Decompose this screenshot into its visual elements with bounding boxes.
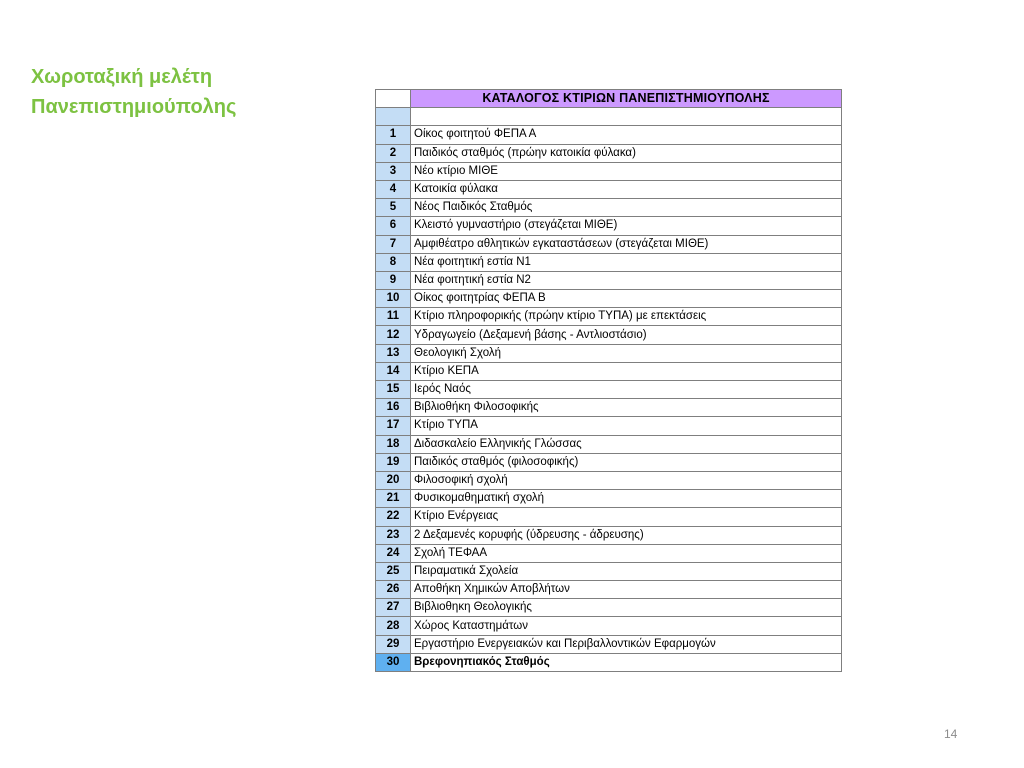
building-name: Κτίριο πληροφορικής (πρώην κτίριο ΤΥΠΑ) με επεκτάσεις: [411, 308, 842, 326]
building-number: 26: [376, 581, 411, 599]
building-name: Νέα φοιτητική εστία Ν2: [411, 271, 842, 289]
header-number-cell: [376, 90, 411, 108]
building-number: 29: [376, 635, 411, 653]
building-number: 21: [376, 490, 411, 508]
building-number: 14: [376, 362, 411, 380]
table-row: [376, 362, 842, 380]
building-catalog-table: [375, 89, 842, 672]
building-number: 12: [376, 326, 411, 344]
building-number: 8: [376, 253, 411, 271]
table-row: [376, 290, 842, 308]
building-name: Οίκος φοιτητού ΦΕΠΑ Α: [411, 126, 842, 144]
building-number: 15: [376, 381, 411, 399]
building-name: Υδραγωγείο (Δεξαμενή βάσης - Αντλιοστάσιο): [411, 326, 842, 344]
building-name: Κτίριο ΤΥΠΑ: [411, 417, 842, 435]
table-row: [376, 344, 842, 362]
building-number: 16: [376, 399, 411, 417]
table-row: [376, 435, 842, 453]
building-number: 10: [376, 290, 411, 308]
slide-title: [31, 62, 236, 122]
building-number: 3: [376, 162, 411, 180]
table-row: [376, 126, 842, 144]
table-row: [376, 235, 842, 253]
slide-title-line-2: Πανεπιστημιούπολης: [31, 96, 237, 118]
building-name: Χώρος Καταστημάτων: [411, 617, 842, 635]
building-name: Βιβλιοθηκη Θεολογικής: [411, 599, 842, 617]
building-number: 23: [376, 526, 411, 544]
building-name: Βρεφονηπιακός Σταθμός: [411, 653, 842, 671]
building-name: Οίκος φοιτητρίας ΦΕΠΑ Β: [411, 290, 842, 308]
building-number: 6: [376, 217, 411, 235]
building-name: Ιερός Ναός: [411, 381, 842, 399]
building-number: 24: [376, 544, 411, 562]
building-name: Νέος Παιδικός Σταθμός: [411, 199, 842, 217]
table-row: [376, 490, 842, 508]
building-number: 25: [376, 562, 411, 580]
building-name: Βιβλιοθήκη Φιλοσοφικής: [411, 399, 842, 417]
building-name: Σχολή ΤΕΦΑΑ: [411, 544, 842, 562]
building-number: 9: [376, 271, 411, 289]
building-name: Κλειστό γυμναστήριο (στεγάζεται ΜΙΘΕ): [411, 217, 842, 235]
building-name: Κτίριο Ενέργειας: [411, 508, 842, 526]
table-row: [376, 562, 842, 580]
blank-name-cell: [411, 108, 842, 126]
slide-title-line-1: Χωροταξική μελέτη: [31, 66, 213, 88]
building-number: 2: [376, 144, 411, 162]
table-row: [376, 599, 842, 617]
building-number: 28: [376, 617, 411, 635]
table-row: [376, 635, 842, 653]
building-number: 20: [376, 471, 411, 489]
table-row: [376, 253, 842, 271]
table-row: [376, 162, 842, 180]
building-name: Νέα φοιτητική εστία Ν1: [411, 253, 842, 271]
table-row: [376, 581, 842, 599]
table-row: [376, 399, 842, 417]
table-row: [376, 271, 842, 289]
building-number: 18: [376, 435, 411, 453]
building-name: Παιδικός σταθμός (φιλοσοφικής): [411, 453, 842, 471]
table-row: [376, 471, 842, 489]
page-number: 14: [944, 727, 958, 741]
building-number: 27: [376, 599, 411, 617]
building-name: Πειραματικά Σχολεία: [411, 562, 842, 580]
building-name: Φυσικομαθηματική σχολή: [411, 490, 842, 508]
building-name: Παιδικός σταθμός (πρώην κατοικία φύλακα): [411, 144, 842, 162]
table-row: [376, 381, 842, 399]
building-name: Φιλοσοφική σχολή: [411, 471, 842, 489]
table-row: [376, 417, 842, 435]
building-name: Νέο κτίριο ΜΙΘΕ: [411, 162, 842, 180]
table-row: [376, 217, 842, 235]
building-name: Κατοικία φύλακα: [411, 180, 842, 198]
table-row: [376, 199, 842, 217]
building-name: Κτίριο ΚΕΠΑ: [411, 362, 842, 380]
table-row: [376, 544, 842, 562]
building-number: 13: [376, 344, 411, 362]
blank-number-cell: [376, 108, 411, 126]
building-number: 1: [376, 126, 411, 144]
building-number: 19: [376, 453, 411, 471]
building-name: Αποθήκη Χημικών Αποβλήτων: [411, 581, 842, 599]
table-row: [376, 453, 842, 471]
building-name: Θεολογική Σχολή: [411, 344, 842, 362]
table-header: ΚΑΤΑΛΟΓΟΣ ΚΤΙΡΙΩΝ ΠΑΝΕΠΙΣΤΗΜΙΟΥΠΟΛΗΣ: [411, 90, 842, 108]
table-row: [376, 308, 842, 326]
building-name: Διδασκαλείο Ελληνικής Γλώσσας: [411, 435, 842, 453]
building-name: 2 Δεξαμενές κορυφής (ύδρευσης - άδρευσης): [411, 526, 842, 544]
building-number: 30: [376, 653, 411, 671]
building-number: 22: [376, 508, 411, 526]
building-number: 5: [376, 199, 411, 217]
table-row: [376, 144, 842, 162]
table-row: [376, 653, 842, 671]
building-number: 17: [376, 417, 411, 435]
building-name: Εργαστήριο Ενεργειακών και Περιβαλλοντικών Εφαρμογών: [411, 635, 842, 653]
table-header-row: [376, 90, 842, 108]
table-blank-row: [376, 108, 842, 126]
table-row: [376, 326, 842, 344]
building-number: 7: [376, 235, 411, 253]
table-row: [376, 180, 842, 198]
building-number: 4: [376, 180, 411, 198]
table-row: [376, 508, 842, 526]
building-name: Αμφιθέατρο αθλητικών εγκαταστάσεων (στεγάζεται ΜΙΘΕ): [411, 235, 842, 253]
building-number: 11: [376, 308, 411, 326]
table-row: [376, 617, 842, 635]
table-row: [376, 526, 842, 544]
